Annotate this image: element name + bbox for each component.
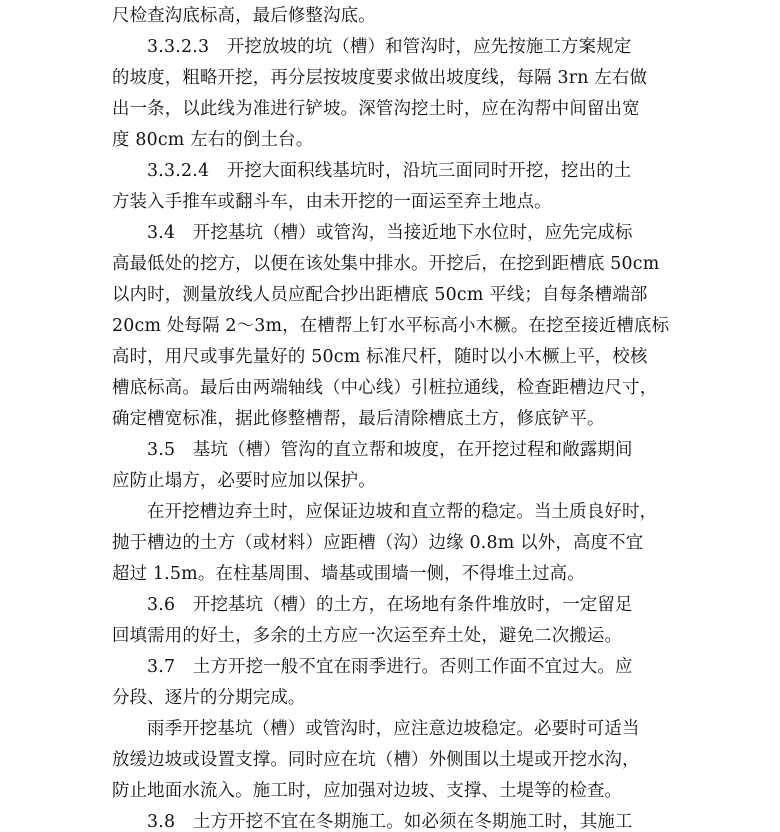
text-line: 的坡度，粗略开挖，再分层按坡度要求做出坡度线，每隔 3rn 左右做 <box>112 68 648 88</box>
text-line: 应防止塌方，必要时应加以保护。 <box>112 471 376 491</box>
text-line: 放缓边坡或设置支撑。同时应在坑（槽）外侧围以土堤或开挖水沟， <box>112 750 640 770</box>
text-line: 防止地面水流入。施工时，应加强对边坡、支撑、土堤等的检查。 <box>112 781 623 801</box>
section-heading-3-8: 3.8 土方开挖不宜在冬期施工。如必须在冬期施工时，其施工 <box>147 812 633 832</box>
text-line: 以内时，测量放线人员应配合抄出距槽底 50cm 平线；自每条槽端部 <box>112 285 648 305</box>
section-heading-3-5: 3.5 基坑（槽）管沟的直立帮和坡度，在开挖过程和敞露期间 <box>147 440 633 460</box>
text-line: 方装入手推车或翻斗车，由未开挖的一面运至弃土地点。 <box>112 192 552 212</box>
text-line: 20cm 处每隔 2～3m，在槽帮上钉水平标高小木橛。在挖至接近槽底标 <box>112 316 670 336</box>
text-line: 尺检查沟底标高，最后修整沟底。 <box>112 6 376 26</box>
text-line: 确定槽宽标准，据此修整槽帮，最后清除槽底土方，修底铲平。 <box>112 409 605 429</box>
text-line: 抛于槽边的土方（或材料）应距槽（沟）边缘 0.8m 以外，高度不宜 <box>112 533 644 553</box>
section-heading-3-7: 3.7 土方开挖一般不宜在雨季进行。否则工作面不宜过大。应 <box>147 657 633 677</box>
text-line: 超过 1.5m。在柱基周围、墙基或围墙一侧，不得堆土过高。 <box>112 564 585 584</box>
text-line: 出一条，以此线为准进行铲坡。深管沟挖土时，应在沟帮中间留出宽 <box>112 99 640 119</box>
section-heading-3-3-2-3: 3.3.2.3 开挖放坡的坑（槽）和管沟时，应先按施工方案规定 <box>147 37 632 57</box>
section-heading-3-6: 3.6 开挖基坑（槽）的土方，在场地有条件堆放时，一定留足 <box>147 595 633 615</box>
text-line: 槽底标高。最后由两端轴线（中心线）引桩拉通线，检查距槽边尺寸， <box>112 378 658 398</box>
section-heading-3-3-2-4: 3.3.2.4 开挖大面积线基坑时，沿坑三面同时开挖，挖出的土 <box>147 161 632 181</box>
paragraph-start: 在开挖槽边弃土时，应保证边坡和直立帮的稳定。当土质良好时， <box>147 502 658 522</box>
text-line: 高最低处的挖方，以便在该处集中排水。开挖后，在挖到距槽底 50cm <box>112 254 660 274</box>
section-heading-3-4: 3.4 开挖基坑（槽）或管沟，当接近地下水位时，应先完成标 <box>147 223 633 243</box>
paragraph-start: 雨季开挖基坑（槽）或管沟时，应注意边坡稳定。必要时可适当 <box>147 719 640 739</box>
text-line: 高时，用尺或事先量好的 50cm 标准尺杆，随时以小木橛上平，校核 <box>112 347 648 367</box>
text-line: 分段、逐片的分期完成。 <box>112 688 306 708</box>
text-line: 度 80cm 左右的倒土台。 <box>112 130 314 150</box>
text-line: 回填需用的好土，多余的土方应一次运至弃土处，避免二次搬运。 <box>112 626 623 646</box>
